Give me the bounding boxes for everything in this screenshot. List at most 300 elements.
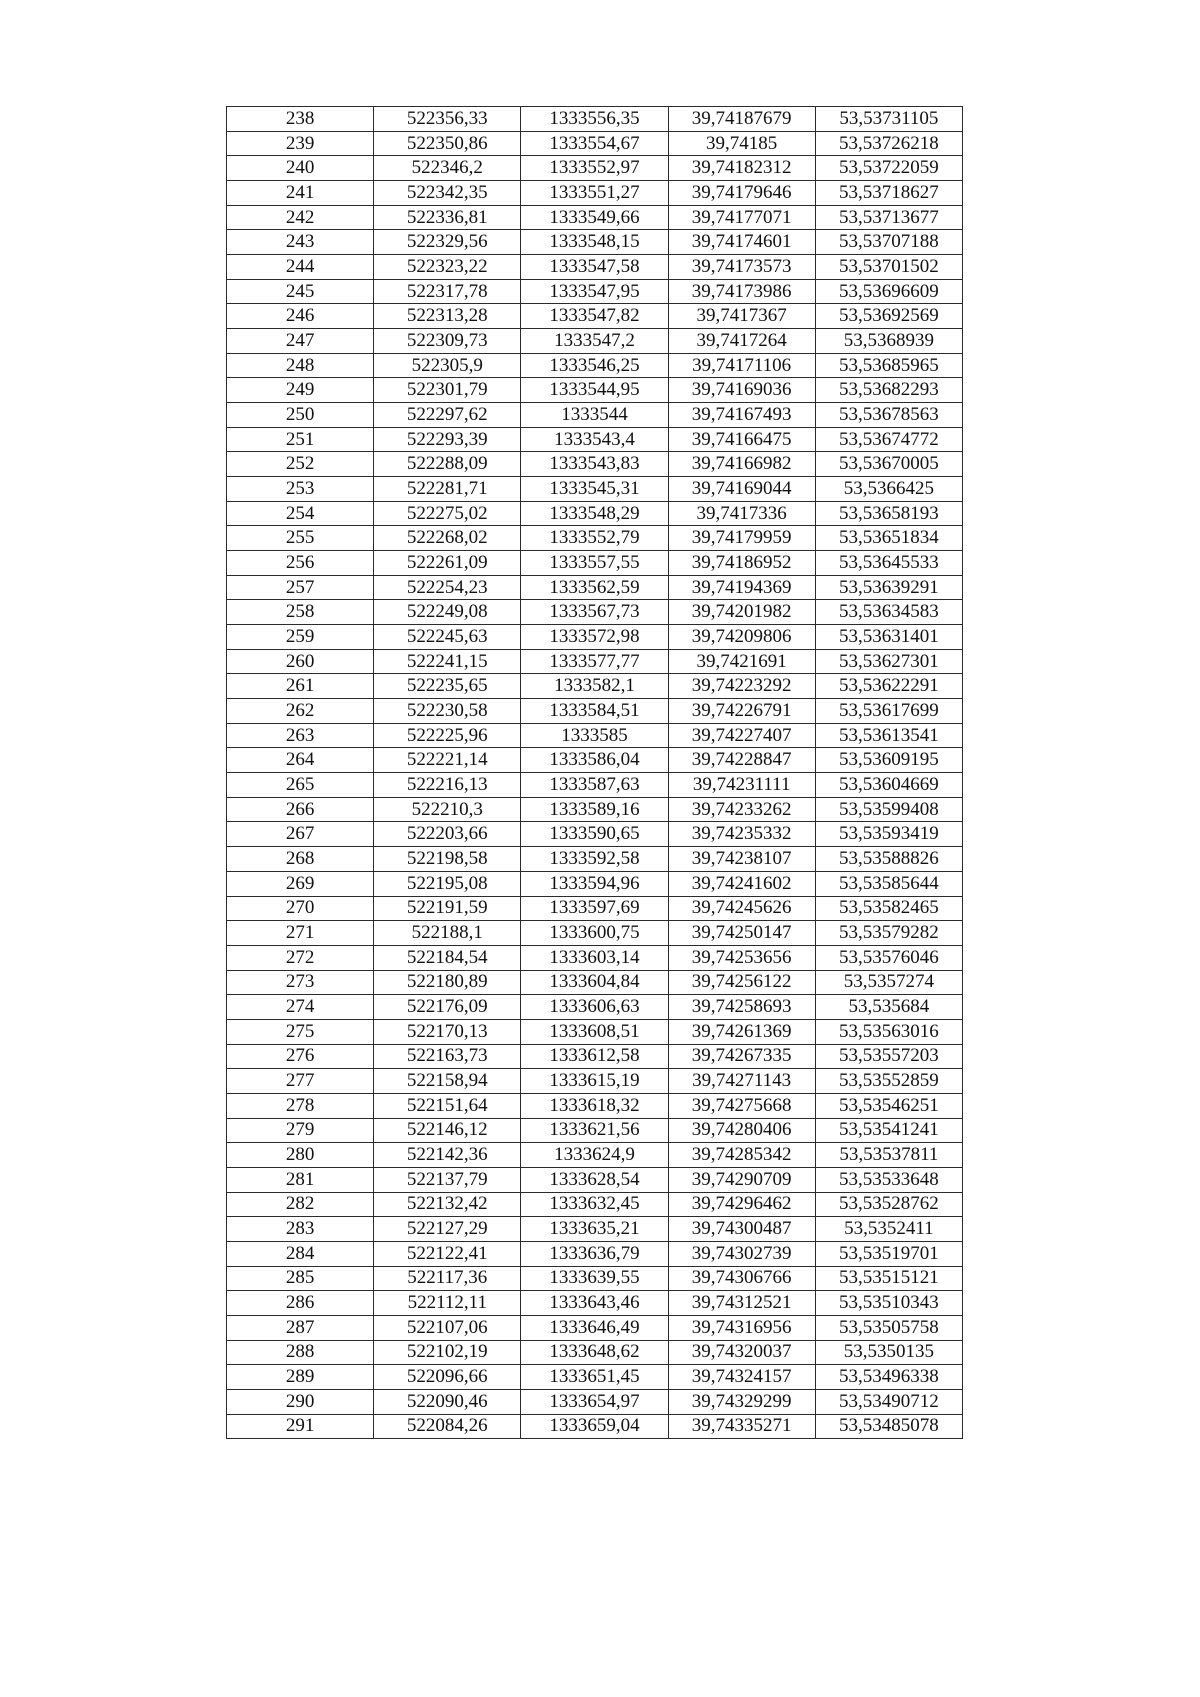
table-row [227, 945, 963, 970]
cell-col-5: 53,53613541 [815, 723, 962, 748]
cell-col-4: 39,74302739 [668, 1241, 815, 1266]
cell-col-1: 281 [227, 1167, 374, 1192]
cell-col-5: 53,53533648 [815, 1167, 962, 1192]
cell-col-3: 1333586,04 [521, 748, 668, 773]
cell-col-4: 39,74166475 [668, 427, 815, 452]
cell-col-3: 1333547,82 [521, 304, 668, 329]
cell-col-3: 1333615,19 [521, 1069, 668, 1094]
cell-col-3: 1333651,45 [521, 1365, 668, 1390]
cell-col-2: 522180,89 [374, 970, 521, 995]
cell-col-4: 39,74320037 [668, 1340, 815, 1365]
cell-col-4: 39,74285342 [668, 1143, 815, 1168]
table-row [227, 1414, 963, 1439]
table-row [227, 921, 963, 946]
cell-col-2: 522096,66 [374, 1365, 521, 1390]
cell-col-3: 1333643,46 [521, 1291, 668, 1316]
table-row [227, 107, 963, 132]
cell-col-4: 39,74271143 [668, 1069, 815, 1094]
cell-col-2: 522350,86 [374, 131, 521, 156]
cell-col-3: 1333557,55 [521, 551, 668, 576]
cell-col-2: 522176,09 [374, 995, 521, 1020]
cell-col-5: 53,53537811 [815, 1143, 962, 1168]
cell-col-1: 255 [227, 526, 374, 551]
table-row [227, 748, 963, 773]
cell-col-4: 39,74173573 [668, 255, 815, 280]
table-row [227, 329, 963, 354]
cell-col-2: 522241,15 [374, 649, 521, 674]
cell-col-3: 1333584,51 [521, 699, 668, 724]
cell-col-1: 280 [227, 1143, 374, 1168]
cell-col-1: 285 [227, 1266, 374, 1291]
cell-col-4: 39,74223292 [668, 674, 815, 699]
table-row [227, 699, 963, 724]
cell-col-3: 1333621,56 [521, 1118, 668, 1143]
cell-col-3: 1333547,58 [521, 255, 668, 280]
cell-col-1: 278 [227, 1093, 374, 1118]
cell-col-5: 53,53696609 [815, 279, 962, 304]
cell-col-5: 53,53604669 [815, 773, 962, 798]
cell-col-2: 522297,62 [374, 403, 521, 428]
cell-col-2: 522293,39 [374, 427, 521, 452]
cell-col-1: 276 [227, 1044, 374, 1069]
table-row [227, 304, 963, 329]
cell-col-5: 53,53634583 [815, 600, 962, 625]
cell-col-3: 1333612,58 [521, 1044, 668, 1069]
cell-col-3: 1333659,04 [521, 1414, 668, 1439]
cell-col-5: 53,53718627 [815, 181, 962, 206]
cell-col-2: 522122,41 [374, 1241, 521, 1266]
cell-col-3: 1333587,63 [521, 773, 668, 798]
cell-col-1: 251 [227, 427, 374, 452]
cell-col-1: 240 [227, 156, 374, 181]
table-row [227, 723, 963, 748]
cell-col-4: 39,74182312 [668, 156, 815, 181]
cell-col-4: 39,74335271 [668, 1414, 815, 1439]
table-row [227, 353, 963, 378]
cell-col-4: 39,74169044 [668, 477, 815, 502]
cell-col-2: 522084,26 [374, 1414, 521, 1439]
cell-col-1: 269 [227, 871, 374, 896]
cell-col-5: 53,53617699 [815, 699, 962, 724]
cell-col-2: 522342,35 [374, 181, 521, 206]
cell-col-4: 39,74167493 [668, 403, 815, 428]
cell-col-1: 267 [227, 822, 374, 847]
table-row [227, 403, 963, 428]
cell-col-2: 522275,02 [374, 501, 521, 526]
cell-col-4: 39,74174601 [668, 230, 815, 255]
cell-col-1: 288 [227, 1340, 374, 1365]
cell-col-2: 522151,64 [374, 1093, 521, 1118]
cell-col-2: 522317,78 [374, 279, 521, 304]
cell-col-2: 522090,46 [374, 1389, 521, 1414]
cell-col-4: 39,74324157 [668, 1365, 815, 1390]
cell-col-3: 1333639,55 [521, 1266, 668, 1291]
cell-col-2: 522195,08 [374, 871, 521, 896]
table-row [227, 1019, 963, 1044]
cell-col-5: 53,5366425 [815, 477, 962, 502]
cell-col-2: 522336,81 [374, 205, 521, 230]
cell-col-4: 39,74238107 [668, 847, 815, 872]
table-row [227, 1044, 963, 1069]
cell-col-4: 39,74194369 [668, 575, 815, 600]
table-row [227, 797, 963, 822]
cell-col-3: 1333544 [521, 403, 668, 428]
cell-col-1: 286 [227, 1291, 374, 1316]
cell-col-4: 39,74201982 [668, 600, 815, 625]
cell-col-3: 1333648,62 [521, 1340, 668, 1365]
cell-col-3: 1333604,84 [521, 970, 668, 995]
cell-col-1: 250 [227, 403, 374, 428]
cell-col-3: 1333590,65 [521, 822, 668, 847]
cell-col-4: 39,74296462 [668, 1192, 815, 1217]
cell-col-5: 53,53678563 [815, 403, 962, 428]
cell-col-1: 270 [227, 896, 374, 921]
cell-col-2: 522117,36 [374, 1266, 521, 1291]
cell-col-5: 53,53639291 [815, 575, 962, 600]
cell-col-2: 522309,73 [374, 329, 521, 354]
table-row [227, 452, 963, 477]
cell-col-5: 53,53528762 [815, 1192, 962, 1217]
cell-col-3: 1333636,79 [521, 1241, 668, 1266]
cell-col-4: 39,74300487 [668, 1217, 815, 1242]
cell-col-2: 522329,56 [374, 230, 521, 255]
cell-col-4: 39,7417336 [668, 501, 815, 526]
cell-col-1: 263 [227, 723, 374, 748]
cell-col-2: 522356,33 [374, 107, 521, 132]
cell-col-4: 39,74316956 [668, 1315, 815, 1340]
table-row [227, 871, 963, 896]
cell-col-5: 53,53552859 [815, 1069, 962, 1094]
cell-col-2: 522261,09 [374, 551, 521, 576]
table-row [227, 649, 963, 674]
cell-col-3: 1333567,73 [521, 600, 668, 625]
cell-col-5: 53,53713677 [815, 205, 962, 230]
cell-col-3: 1333600,75 [521, 921, 668, 946]
cell-col-5: 53,53722059 [815, 156, 962, 181]
cell-col-1: 277 [227, 1069, 374, 1094]
cell-col-4: 39,74169036 [668, 378, 815, 403]
cell-col-2: 522235,65 [374, 674, 521, 699]
cell-col-5: 53,53631401 [815, 625, 962, 650]
cell-col-1: 241 [227, 181, 374, 206]
cell-col-5: 53,53563016 [815, 1019, 962, 1044]
cell-col-1: 289 [227, 1365, 374, 1390]
cell-col-5: 53,53651834 [815, 526, 962, 551]
cell-col-3: 1333544,95 [521, 378, 668, 403]
cell-col-4: 39,74280406 [668, 1118, 815, 1143]
cell-col-3: 1333603,14 [521, 945, 668, 970]
cell-col-5: 53,53622291 [815, 674, 962, 699]
cell-col-2: 522230,58 [374, 699, 521, 724]
cell-col-1: 272 [227, 945, 374, 970]
cell-col-3: 1333646,49 [521, 1315, 668, 1340]
cell-col-4: 39,74241602 [668, 871, 815, 896]
cell-col-5: 53,53515121 [815, 1266, 962, 1291]
cell-col-2: 522313,28 [374, 304, 521, 329]
cell-col-1: 274 [227, 995, 374, 1020]
cell-col-2: 522210,3 [374, 797, 521, 822]
cell-col-1: 242 [227, 205, 374, 230]
table-row [227, 970, 963, 995]
cell-col-2: 522146,12 [374, 1118, 521, 1143]
cell-col-1: 284 [227, 1241, 374, 1266]
cell-col-3: 1333594,96 [521, 871, 668, 896]
cell-col-5: 53,53670005 [815, 452, 962, 477]
cell-col-5: 53,53585644 [815, 871, 962, 896]
table-row [227, 773, 963, 798]
cell-col-3: 1333618,32 [521, 1093, 668, 1118]
cell-col-4: 39,74179959 [668, 526, 815, 551]
cell-col-5: 53,53685965 [815, 353, 962, 378]
cell-col-3: 1333552,97 [521, 156, 668, 181]
table-row [227, 600, 963, 625]
cell-col-2: 522198,58 [374, 847, 521, 872]
table-row [227, 1167, 963, 1192]
cell-col-5: 53,53505758 [815, 1315, 962, 1340]
cell-col-2: 522249,08 [374, 600, 521, 625]
table-row [227, 477, 963, 502]
cell-col-2: 522288,09 [374, 452, 521, 477]
table-row [227, 1069, 963, 1094]
cell-col-4: 39,74235332 [668, 822, 815, 847]
cell-col-2: 522142,36 [374, 1143, 521, 1168]
table-row [227, 526, 963, 551]
cell-col-2: 522112,11 [374, 1291, 521, 1316]
table-row [227, 1315, 963, 1340]
table-row [227, 501, 963, 526]
cell-col-1: 273 [227, 970, 374, 995]
cell-col-1: 253 [227, 477, 374, 502]
cell-col-2: 522216,13 [374, 773, 521, 798]
cell-col-2: 522268,02 [374, 526, 521, 551]
cell-col-2: 522203,66 [374, 822, 521, 847]
table-row [227, 575, 963, 600]
cell-col-5: 53,535684 [815, 995, 962, 1020]
cell-col-4: 39,74275668 [668, 1093, 815, 1118]
cell-col-5: 53,53692569 [815, 304, 962, 329]
cell-col-3: 1333551,27 [521, 181, 668, 206]
table-row [227, 131, 963, 156]
cell-col-3: 1333547,95 [521, 279, 668, 304]
cell-col-5: 53,53546251 [815, 1093, 962, 1118]
cell-col-5: 53,53599408 [815, 797, 962, 822]
cell-col-3: 1333592,58 [521, 847, 668, 872]
cell-col-3: 1333543,4 [521, 427, 668, 452]
table-row [227, 1340, 963, 1365]
cell-col-2: 522254,23 [374, 575, 521, 600]
cell-col-4: 39,74306766 [668, 1266, 815, 1291]
cell-col-2: 522281,71 [374, 477, 521, 502]
cell-col-5: 53,53485078 [815, 1414, 962, 1439]
cell-col-3: 1333577,77 [521, 649, 668, 674]
cell-col-4: 39,74227407 [668, 723, 815, 748]
cell-col-2: 522158,94 [374, 1069, 521, 1094]
cell-col-5: 53,5352411 [815, 1217, 962, 1242]
cell-col-5: 53,5357274 [815, 970, 962, 995]
cell-col-3: 1333606,63 [521, 995, 668, 1020]
cell-col-3: 1333552,79 [521, 526, 668, 551]
cell-col-2: 522221,14 [374, 748, 521, 773]
cell-col-3: 1333547,2 [521, 329, 668, 354]
cell-col-1: 249 [227, 378, 374, 403]
table-row [227, 1143, 963, 1168]
cell-col-4: 39,74245626 [668, 896, 815, 921]
cell-col-1: 283 [227, 1217, 374, 1242]
cell-col-1: 266 [227, 797, 374, 822]
cell-col-5: 53,53645533 [815, 551, 962, 576]
cell-col-1: 261 [227, 674, 374, 699]
cell-col-5: 53,53557203 [815, 1044, 962, 1069]
table-row [227, 1365, 963, 1390]
cell-col-3: 1333548,15 [521, 230, 668, 255]
cell-col-1: 246 [227, 304, 374, 329]
cell-col-3: 1333632,45 [521, 1192, 668, 1217]
cell-col-1: 254 [227, 501, 374, 526]
cell-col-2: 522305,9 [374, 353, 521, 378]
cell-col-1: 248 [227, 353, 374, 378]
cell-col-5: 53,53731105 [815, 107, 962, 132]
cell-col-5: 53,53588826 [815, 847, 962, 872]
cell-col-4: 39,74187679 [668, 107, 815, 132]
cell-col-1: 245 [227, 279, 374, 304]
cell-col-3: 1333585 [521, 723, 668, 748]
cell-col-4: 39,74329299 [668, 1389, 815, 1414]
cell-col-4: 39,7421691 [668, 649, 815, 674]
cell-col-3: 1333554,67 [521, 131, 668, 156]
cell-col-3: 1333556,35 [521, 107, 668, 132]
cell-col-1: 244 [227, 255, 374, 280]
cell-col-1: 279 [227, 1118, 374, 1143]
cell-col-4: 39,74179646 [668, 181, 815, 206]
table-row [227, 1093, 963, 1118]
cell-col-4: 39,74166982 [668, 452, 815, 477]
cell-col-4: 39,74209806 [668, 625, 815, 650]
cell-col-4: 39,74177071 [668, 205, 815, 230]
table-row [227, 896, 963, 921]
cell-col-2: 522102,19 [374, 1340, 521, 1365]
table-row [227, 995, 963, 1020]
cell-col-1: 243 [227, 230, 374, 255]
table-row [227, 230, 963, 255]
cell-col-2: 522301,79 [374, 378, 521, 403]
cell-col-5: 53,53701502 [815, 255, 962, 280]
cell-col-4: 39,74256122 [668, 970, 815, 995]
table-row [227, 1291, 963, 1316]
cell-col-2: 522225,96 [374, 723, 521, 748]
cell-col-5: 53,5350135 [815, 1340, 962, 1365]
cell-col-1: 238 [227, 107, 374, 132]
cell-col-4: 39,7417264 [668, 329, 815, 354]
table-row [227, 205, 963, 230]
cell-col-3: 1333572,98 [521, 625, 668, 650]
cell-col-1: 290 [227, 1389, 374, 1414]
cell-col-4: 39,74312521 [668, 1291, 815, 1316]
cell-col-4: 39,74231111 [668, 773, 815, 798]
cell-col-5: 53,53579282 [815, 921, 962, 946]
cell-col-2: 522107,06 [374, 1315, 521, 1340]
cell-col-3: 1333562,59 [521, 575, 668, 600]
table-row [227, 1389, 963, 1414]
cell-col-5: 53,53496338 [815, 1365, 962, 1390]
cell-col-3: 1333545,31 [521, 477, 668, 502]
cell-col-4: 39,74226791 [668, 699, 815, 724]
cell-col-1: 271 [227, 921, 374, 946]
cell-col-3: 1333589,16 [521, 797, 668, 822]
cell-col-2: 522132,42 [374, 1192, 521, 1217]
cell-col-5: 53,53658193 [815, 501, 962, 526]
cell-col-5: 53,53609195 [815, 748, 962, 773]
cell-col-2: 522346,2 [374, 156, 521, 181]
cell-col-5: 53,5368939 [815, 329, 962, 354]
cell-col-2: 522191,59 [374, 896, 521, 921]
table-row [227, 625, 963, 650]
cell-col-3: 1333628,54 [521, 1167, 668, 1192]
cell-col-2: 522170,13 [374, 1019, 521, 1044]
cell-col-4: 39,74258693 [668, 995, 815, 1020]
table-body [227, 107, 963, 1439]
cell-col-2: 522184,54 [374, 945, 521, 970]
cell-col-1: 268 [227, 847, 374, 872]
cell-col-1: 252 [227, 452, 374, 477]
cell-col-3: 1333548,29 [521, 501, 668, 526]
table-row [227, 1192, 963, 1217]
cell-col-5: 53,53541241 [815, 1118, 962, 1143]
table-row [227, 1266, 963, 1291]
cell-col-5: 53,53674772 [815, 427, 962, 452]
table-row [227, 279, 963, 304]
cell-col-5: 53,53519701 [815, 1241, 962, 1266]
cell-col-5: 53,53726218 [815, 131, 962, 156]
cell-col-1: 239 [227, 131, 374, 156]
table-row [227, 156, 963, 181]
cell-col-3: 1333582,1 [521, 674, 668, 699]
cell-col-5: 53,53682293 [815, 378, 962, 403]
cell-col-3: 1333549,66 [521, 205, 668, 230]
cell-col-4: 39,74267335 [668, 1044, 815, 1069]
cell-col-1: 262 [227, 699, 374, 724]
cell-col-5: 53,53707188 [815, 230, 962, 255]
cell-col-3: 1333597,69 [521, 896, 668, 921]
data-table [226, 106, 963, 1439]
cell-col-4: 39,74250147 [668, 921, 815, 946]
cell-col-1: 247 [227, 329, 374, 354]
table-row [227, 1241, 963, 1266]
table-row [227, 822, 963, 847]
cell-col-1: 256 [227, 551, 374, 576]
cell-col-1: 265 [227, 773, 374, 798]
table-row [227, 1217, 963, 1242]
cell-col-4: 39,74253656 [668, 945, 815, 970]
cell-col-5: 53,53490712 [815, 1389, 962, 1414]
cell-col-4: 39,74261369 [668, 1019, 815, 1044]
cell-col-3: 1333624,9 [521, 1143, 668, 1168]
cell-col-4: 39,7417367 [668, 304, 815, 329]
cell-col-1: 258 [227, 600, 374, 625]
cell-col-4: 39,74290709 [668, 1167, 815, 1192]
cell-col-5: 53,53582465 [815, 896, 962, 921]
table-row [227, 674, 963, 699]
cell-col-3: 1333608,51 [521, 1019, 668, 1044]
cell-col-1: 291 [227, 1414, 374, 1439]
cell-col-2: 522323,22 [374, 255, 521, 280]
cell-col-5: 53,53510343 [815, 1291, 962, 1316]
table-row [227, 1118, 963, 1143]
table-row [227, 181, 963, 206]
cell-col-4: 39,74233262 [668, 797, 815, 822]
cell-col-5: 53,53627301 [815, 649, 962, 674]
cell-col-1: 260 [227, 649, 374, 674]
cell-col-3: 1333543,83 [521, 452, 668, 477]
